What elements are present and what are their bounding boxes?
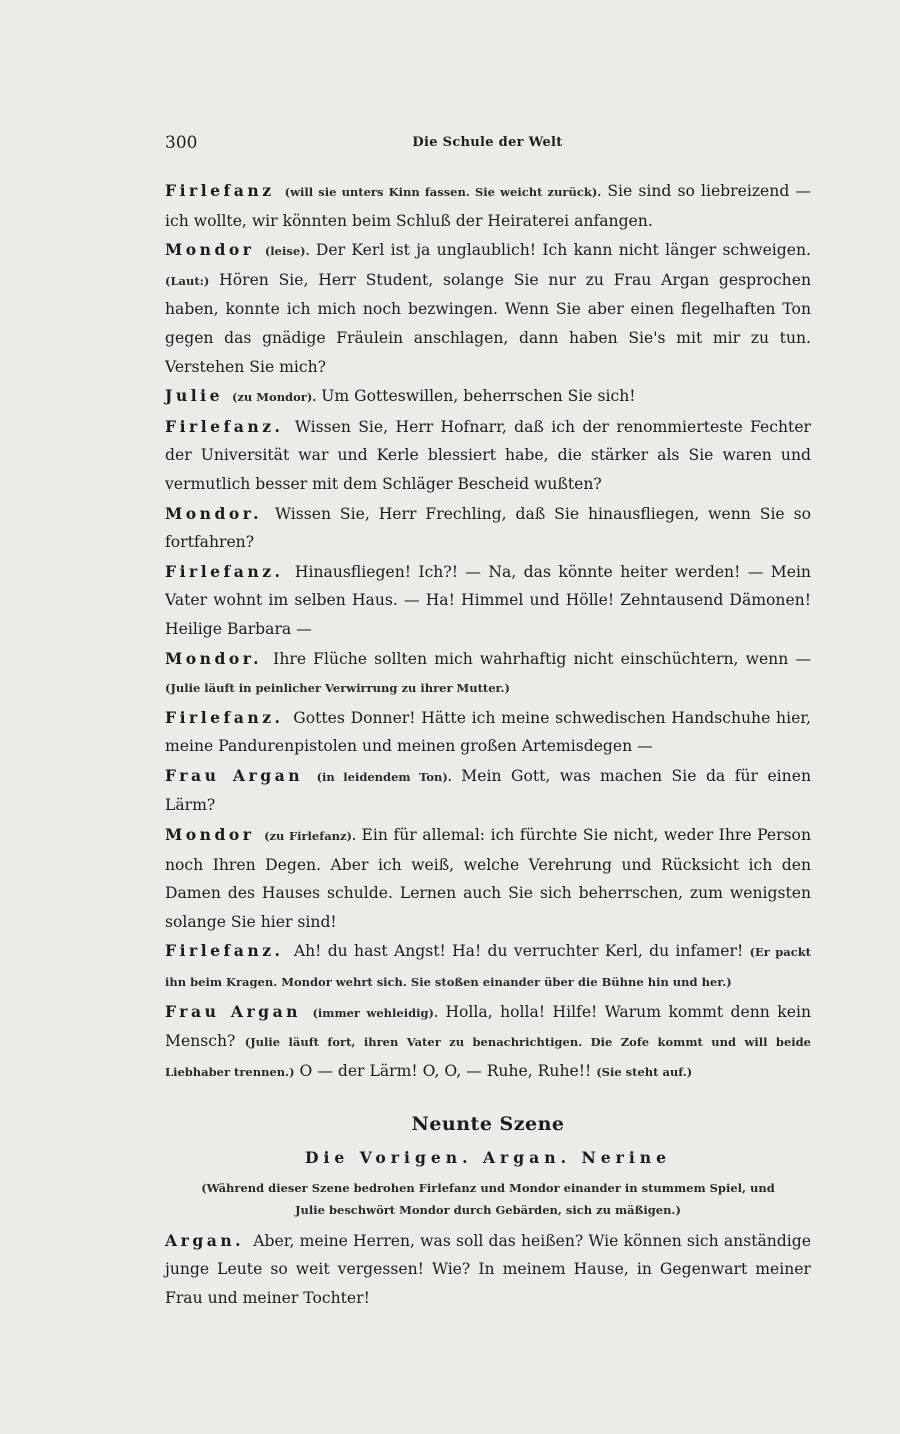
dialogue-block — [165, 1227, 811, 1313]
spoken-text: Holla, holla! Hilfe! Warum kommt denn kein Mensch? — [165, 1002, 811, 1051]
stage-direction: (immer wehleidig). — [312, 1005, 438, 1020]
stage-direction: (Julie läuft in peinlicher Verwirrung zu ihrer Mutter.) — [165, 681, 510, 696]
stage-direction: (Laut:) — [165, 273, 210, 288]
spoken-text: Der Kerl ist ja unglaublich! Ich kann nicht länger schweigen. — [315, 241, 811, 260]
spoken-text: Ihre Flüche sollten mich wahrhaftig nicht einschüchtern, wenn — — [273, 649, 811, 668]
spoken-text: Wissen Sie, Herr Hofnarr, daß ich der renommierteste Fechter der Universität war und Kerle blessiert habe, die stärker als Sie waren und vermutlich besser mit dem Schläger Bescheid wußten? — [165, 417, 812, 493]
dialogue-block — [165, 645, 811, 703]
speaker-name: Firlefanz. — [165, 561, 284, 581]
stage-direction: (will sie unters Kinn fassen. Sie weicht zurück). — [284, 185, 602, 199]
spoken-text: Sie sind so liebreizend — ich wollte, wir könnten beim Schluß der Heiraterei anfangen. — [165, 182, 811, 230]
dialogue-block — [165, 382, 811, 412]
dialogue-block — [165, 821, 811, 936]
speaker-name: Firlefanz. — [165, 416, 284, 436]
scene-persons: Die Vorigen. Argan. Nerine — [304, 1148, 672, 1167]
dialogue-block — [165, 236, 811, 381]
scene-title: Neunte Szene — [411, 1113, 565, 1136]
speaker-name: Firlefanz. — [165, 941, 284, 961]
stage-direction: (zu Mondor). — [231, 390, 317, 405]
speaker-name: Firlefanz. — [165, 707, 284, 727]
spoken-text: Ah! du hast Angst! Ha! du verruchter Kerl, du infamer! — [293, 942, 744, 961]
page-header — [165, 133, 810, 155]
speaker-name: Julie — [165, 386, 223, 406]
dialogue-block — [165, 413, 811, 499]
stage-direction: (Sie steht auf.) — [596, 1064, 693, 1079]
spoken-text: Hören Sie, Herr Student, solange Sie nur zu Frau Argan gesprochen haben, konnte ich mich noch bezwingen. Wenn Sie aber einen flegelhaften Ton gegen das gnädige Fräulein anschlagen, dann haben Sie's mit mir zu tun. Verstehen Sie mich? — [165, 270, 811, 376]
dialogue-block — [165, 762, 811, 820]
spoken-text: Mein Gott, was machen Sie da für einen Lärm? — [165, 766, 811, 815]
spoken-text: O — der Lärm! O, O, — Ruhe, Ruhe!! — [299, 1061, 592, 1080]
main-text — [165, 177, 811, 1313]
speaker-name: Frau Argan — [165, 765, 304, 785]
speaker-name: Mondor — [165, 240, 255, 260]
stage-direction: (leise). — [264, 244, 310, 259]
spoken-text: Ein für allemal: ich fürchte Sie nicht, weder Ihre Person noch Ihren Degen. Aber ich weiß, welche Verehrung und Rücksicht ich den Damen des Hauses schulde. Lernen auch Sie sich beherrschen, zum wenigsten solange Sie hier sind! — [165, 826, 811, 931]
dialogue-block — [165, 998, 811, 1087]
running-title: Die Schule der Welt — [412, 135, 563, 150]
speaker-name: Mondor — [165, 825, 255, 845]
dialogue-block — [165, 500, 811, 557]
dialogue-block — [165, 704, 811, 761]
stage-direction: (zu Firlefanz). — [264, 829, 356, 844]
speaker-name: Argan. — [165, 1230, 245, 1250]
page-number: 300 — [165, 133, 198, 153]
dialogue-block — [165, 177, 811, 235]
dialogue-block — [165, 937, 811, 996]
spoken-text: Aber, meine Herren, was soll das heißen? Wie können sich anständige junge Leute so weit vergessen! Wie? In meinem Hause, in Gegenwart meiner Frau und meiner Tochter! — [165, 1231, 811, 1307]
speaker-name: Firlefanz — [165, 181, 275, 200]
spoken-text: Gottes Donner! Hätte ich meine schwedischen Handschuhe hier, meine Pandurenpistolen und meinen großen Artemisdegen — — [165, 708, 811, 756]
scene-direction: (Während dieser Szene bedrohen Firlefanz und Mondor einander in stummem Spiel, und Julie beschwört Mondor durch Gebärden, sich zu mäßigen.) — [201, 1180, 775, 1217]
stage-direction: (in leidendem Ton). — [316, 769, 452, 784]
speaker-name: Mondor. — [165, 648, 263, 668]
speaker-name: Frau Argan — [165, 1001, 302, 1021]
spoken-text: Um Gotteswillen, beherrschen Sie sich! — [321, 387, 636, 406]
stage-direction: (Julie läuft fort, ihren Vater zu benachrichtigen. Die Zofe kommt und will beide Liebhaber trennen.) — [165, 1035, 811, 1079]
spoken-text: Wissen Sie, Herr Frechling, daß Sie hinausfliegen, wenn Sie so fortfahren? — [165, 504, 811, 552]
speaker-name: Mondor. — [165, 503, 263, 523]
dialogue-block — [165, 558, 811, 644]
stage-direction: (Er packt ihn beim Kragen. Mondor wehrt sich. Sie stoßen einander über die Bühne hin und her.) — [165, 945, 811, 990]
spoken-text: Hinausfliegen! Ich?! — Na, das könnte heiter werden! — Mein Vater wohnt im selben Haus. — Ha! Himmel und Hölle! Zehntausend Dämonen! Heilige Barbara — — [165, 562, 811, 638]
